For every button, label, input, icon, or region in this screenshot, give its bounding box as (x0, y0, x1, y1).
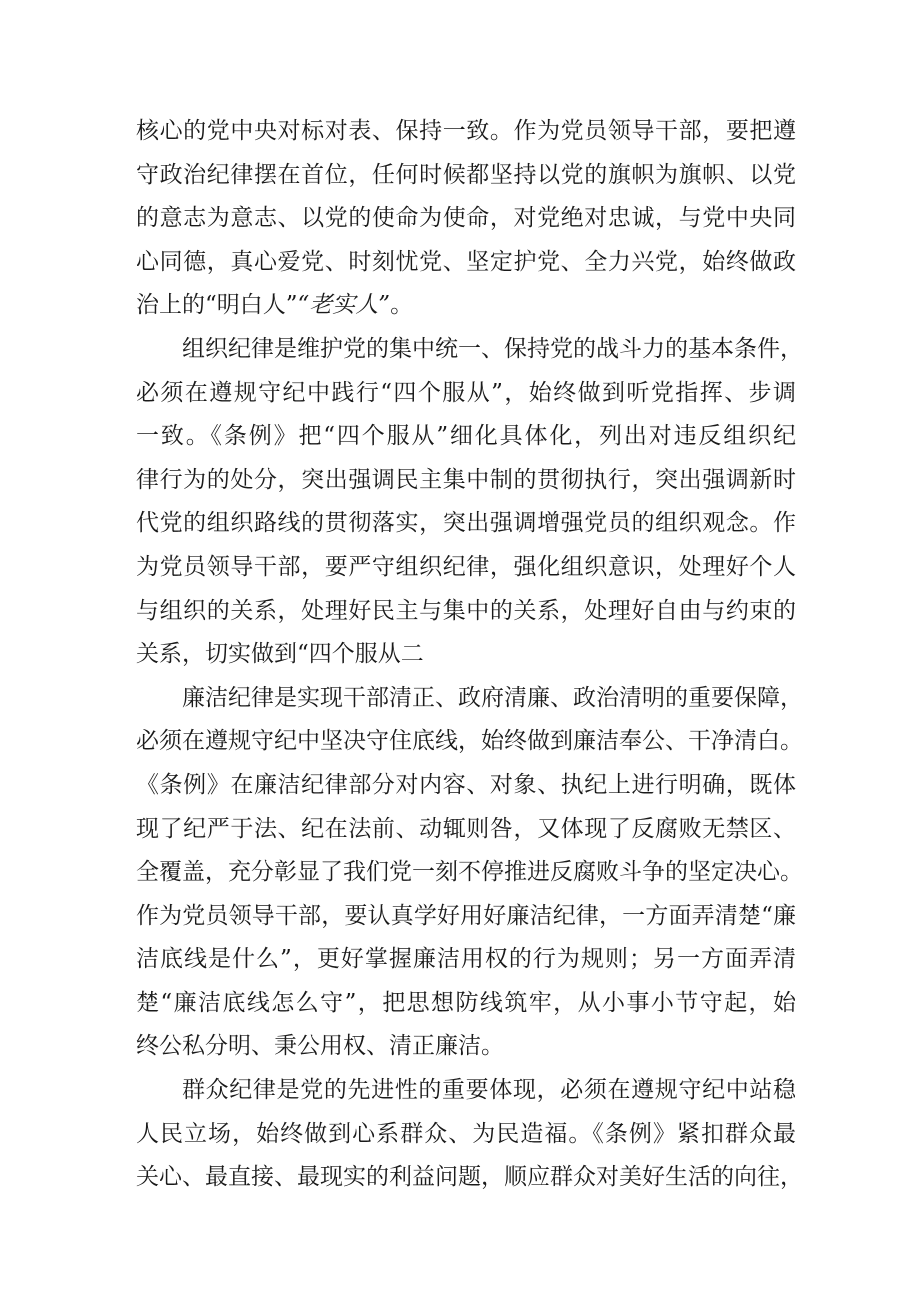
text-line: 一致。《条例》把“四个服从”细化具体化，列出对违反组织纪 (136, 423, 796, 450)
text-line: 现了纪严于法、纪在法前、动辄则咎，又体现了反腐败无禁区、 (136, 815, 796, 842)
italic-quote: “老实人” (297, 292, 391, 319)
text-line: 代党的组织路线的贯彻落实，突出强调增强党员的组织观念。作 (136, 510, 796, 537)
body-text (136, 110, 803, 1200)
paragraph-organizational-discipline (136, 328, 803, 677)
text-line: 组织纪律是维护党的集中统一、保持党的战斗力的基本条件， (182, 335, 803, 362)
text-line: 守政治纪律摆在首位，任何时候都坚持以党的旗帜为旗帜、以党 (136, 161, 796, 188)
text-line: 必须在遵规守纪中坚决守住底线，始终做到廉洁奉公、干净清白。 (136, 728, 803, 755)
text-line: 人民立场，始终做到心系群众、为民造福。《条例》紧扣群众最 (136, 1120, 796, 1147)
text-line: 群众纪律是党的先进性的重要体现，必须在遵规守纪中站稳 (182, 1077, 796, 1104)
text-line: 律行为的处分，突出强调民主集中制的贯彻执行，突出强调新时 (136, 466, 796, 493)
text-line: 的意志为意志、以党的使命为使命，对党绝对忠诚，与党中央同 (136, 205, 796, 232)
text-line: 终公私分明、秉公用权、清正廉洁。 (136, 1033, 504, 1060)
text-line: 洁底线是什么”，更好掌握廉洁用权的行为规则；另一方面弄清 (136, 946, 796, 973)
text-line (136, 284, 796, 328)
text-line: 心同德，真心爱党、时刻忧党、坚定护党、全力兴党，始终做政 (136, 248, 796, 275)
text-line: 关系，切实做到“四个服从二 (136, 641, 424, 668)
paragraph-mass-discipline (136, 1069, 803, 1200)
text-line: 《条例》在廉洁纪律部分对内容、对象、执纪上进行明确，既体 (136, 771, 796, 798)
text-line: 与组织的关系，处理好民主与集中的关系，处理好自由与约束的 (136, 597, 796, 624)
text-line: 廉洁纪律是实现干部清正、政府清廉、政治清明的重要保障， (182, 684, 803, 711)
text-line: 为党员领导干部，要严守组织纪律，强化组织意识，处理好个人 (136, 553, 796, 580)
text-line: 作为党员领导干部，要认真学好用好廉洁纪律，一方面弄清楚“廉 (136, 902, 796, 929)
text-line: 核心的党中央对标对表、保持一致。作为党员领导干部，要把遵 (136, 118, 796, 144)
paragraph-integrity-discipline (136, 677, 803, 1069)
text-run: 。 (390, 292, 414, 319)
text-line: 必须在遵规守纪中践行“四个服从”，始终做到听党指挥、步调 (136, 379, 796, 406)
text-line: 关心、最直接、最现实的利益问题，顺应群众对美好生活的向往， (136, 1164, 803, 1191)
text-line: 全覆盖，充分彰显了我们党一刻不停推进反腐败斗争的坚定决心。 (136, 859, 803, 886)
text-line: 楚“廉洁底线怎么守”，把思想防线筑牢，从小事小节守起，始 (136, 989, 796, 1016)
paragraph-political-discipline (136, 110, 796, 328)
text-run: 治上的“明白人” (136, 292, 298, 319)
